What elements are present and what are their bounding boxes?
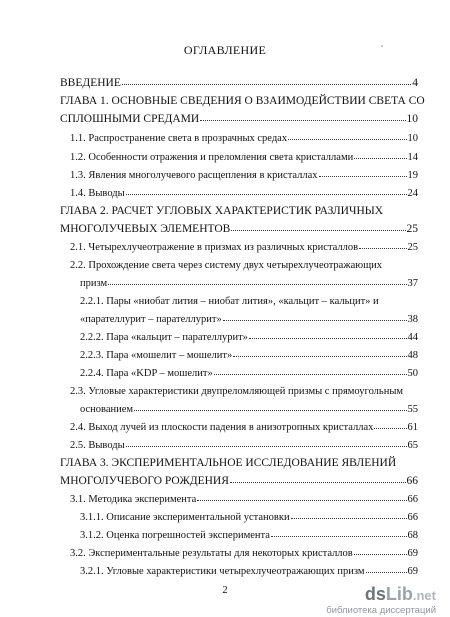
- leader-dots: [223, 312, 407, 321]
- watermark-brand-lib: Lib: [385, 584, 413, 604]
- toc-entry-page: 19: [407, 170, 418, 181]
- leader-dots: [271, 528, 407, 537]
- toc-entry-label: МНОГОЛУЧЕВОГО РОЖДЕНИЯ: [60, 475, 229, 487]
- leader-dots: [126, 186, 407, 195]
- toc-entry-page: 61: [407, 422, 418, 433]
- watermark-brand: [306, 585, 436, 605]
- toc-entry-3-2-1[interactable]: [80, 565, 418, 578]
- toc-entry-introduction[interactable]: [60, 77, 418, 90]
- toc-entry-label: 3.2.1. Угловые характеристики четырехлучеотражающих призм: [80, 566, 365, 577]
- toc-entry-page: 65: [407, 440, 418, 451]
- toc-entry-label: СПЛОШНЫМИ СРЕДАМИ: [60, 113, 200, 125]
- toc-entry-2-2-1[interactable]: [80, 313, 418, 326]
- watermark-brand-ds: ds: [364, 584, 386, 604]
- toc-entry-2-3[interactable]: [80, 403, 418, 416]
- toc-entry-page: 68: [407, 530, 418, 541]
- watermark-tagline: библиотека диссертаций: [326, 605, 436, 616]
- page-number: 2: [222, 585, 228, 596]
- toc-entry-page: 69: [407, 566, 418, 577]
- toc-entry-chapter-3[interactable]: [60, 475, 418, 488]
- toc-entry-3-1-2[interactable]: [80, 529, 418, 542]
- leader-dots: [319, 168, 407, 177]
- toc-entry-label: 2.2.4. Пара «KDP – мошелит»: [80, 368, 213, 379]
- leader-dots: [291, 510, 407, 519]
- toc-entry-label: 2.2.2. Пара «кальцит – парателлурит»: [80, 332, 248, 343]
- toc-entry-2-1[interactable]: [70, 241, 418, 254]
- leader-dots: [288, 131, 406, 140]
- toc-entry-chapter-1-line-1[interactable]: ГЛАВА 1. ОСНОВНЫЕ СВЕДЕНИЯ О ВЗАИМОДЕЙСТВИИ СВЕТА СО: [60, 95, 425, 107]
- toc-entry-3-1-1[interactable]: [80, 511, 418, 524]
- leader-dots: [231, 222, 405, 231]
- toc-entry-page: 10: [407, 133, 418, 144]
- leader-dots: [354, 546, 407, 555]
- toc-entry-page: 14: [407, 152, 418, 163]
- toc-entry-1-2[interactable]: [70, 151, 418, 164]
- leader-dots: [233, 348, 406, 357]
- toc-entry-page: 55: [407, 404, 418, 415]
- page-title: ОГЛАВЛЕНИЕ: [183, 43, 267, 57]
- toc-entry-2-2[interactable]: [80, 277, 418, 290]
- scan-speck: [381, 45, 383, 47]
- toc-entry-2-4[interactable]: [70, 421, 418, 434]
- toc-entry-page: 38: [407, 314, 418, 325]
- toc-entry-3-2[interactable]: [70, 547, 418, 560]
- toc-entry-label: 2.1. Четырехлучеотражение в призмах из различных кристаллов: [70, 242, 359, 253]
- toc-entry-2-2-4[interactable]: [80, 367, 418, 380]
- leader-dots: [214, 366, 407, 375]
- toc-entry-label: 1.1. Распространение света в прозрачных средах: [70, 133, 288, 144]
- leader-dots: [359, 240, 406, 249]
- toc-entry-chapter-2[interactable]: [60, 223, 418, 236]
- toc-entry-1-4[interactable]: [70, 187, 418, 200]
- toc-entry-2-2-2[interactable]: [80, 331, 418, 344]
- toc-entry-chapter-3-line-1[interactable]: ГЛАВА 3. ЭКСПЕРИМЕНТАЛЬНОЕ ИССЛЕДОВАНИЕ ЯВЛЕНИЙ: [60, 457, 397, 469]
- toc-entry-label: 1.4. Выводы: [70, 188, 125, 199]
- toc-entry-page: 50: [407, 368, 418, 379]
- toc-entry-3-1[interactable]: [70, 493, 418, 506]
- toc-entry-label: 1.3. Явления многолучевого расщепления в кристаллах: [70, 170, 318, 181]
- toc-entry-label: основанием: [80, 404, 134, 415]
- toc-entry-label: призм: [80, 278, 108, 289]
- toc-entry-1-1[interactable]: [70, 132, 418, 145]
- toc-entry-page: 24: [407, 188, 418, 199]
- toc-entry-chapter-2-line-1[interactable]: ГЛАВА 2. РАСЧЕТ УГЛОВЫХ ХАРАКТЕРИСТИК РАЗЛИЧНЫХ: [60, 205, 384, 217]
- toc-entry-label: 1.2. Особенности отражения и преломления света кристаллами: [70, 152, 354, 163]
- toc-entry-page: 25: [406, 223, 418, 235]
- leader-dots: [134, 402, 406, 411]
- toc-entry-page: 69: [407, 548, 418, 559]
- watermark-logo: [306, 585, 436, 616]
- leader-dots: [122, 76, 411, 85]
- leader-dots: [249, 330, 407, 339]
- leader-dots: [354, 150, 406, 159]
- leader-dots: [230, 474, 406, 483]
- toc-entry-label: 3.1. Методика эксперимента: [70, 494, 197, 505]
- toc-entry-page: 4: [412, 77, 418, 89]
- toc-entry-label: 2.2.3. Пара «мошелит – мошелит»: [80, 350, 233, 361]
- toc-entry-2-2-1-line-1[interactable]: 2.2.1. Пары «ниобат лития – ниобат лития», «кальцит – кальцит» и: [80, 296, 379, 307]
- toc-entry-1-3[interactable]: [70, 169, 418, 182]
- toc-entry-page: 48: [407, 350, 418, 361]
- leader-dots: [366, 564, 407, 573]
- toc-entry-page: 66: [407, 494, 418, 505]
- toc-entry-label: 3.2. Экспериментальные результаты для некоторых кристаллов: [70, 548, 353, 559]
- toc-entry-label: «парателлурит – парателлурит»: [80, 314, 222, 325]
- toc-entry-page: 66: [406, 475, 418, 487]
- leader-dots: [126, 438, 407, 447]
- toc-entry-2-2-3[interactable]: [80, 349, 418, 362]
- toc-entry-label: МНОГОЛУЧЕВЫХ ЭЛЕМЕНТОВ: [60, 223, 231, 235]
- toc-entry-page: 37: [407, 278, 418, 289]
- toc-entry-label: 2.5. Выводы: [70, 440, 125, 451]
- leader-dots: [374, 420, 406, 429]
- toc-entry-page: 44: [407, 332, 418, 343]
- leader-dots: [197, 492, 406, 501]
- toc-entry-page: 66: [407, 512, 418, 523]
- toc-entry-2-3-line-1[interactable]: 2.3. Угловые характеристики двупреломляющей призмы с прямоугольным: [70, 386, 404, 397]
- toc-entry-chapter-1[interactable]: [60, 113, 418, 126]
- toc-entry-2-2-line-1[interactable]: 2.2. Прохождение света через систему двух четырехлучеотражающих: [70, 260, 383, 271]
- toc-entry-label: ВВЕДЕНИЕ: [60, 77, 121, 89]
- toc-entry-page: 10: [406, 113, 418, 125]
- toc-entry-label: 3.1.2. Оценка погрешностей эксперимента: [80, 530, 270, 541]
- leader-dots: [108, 276, 406, 285]
- toc-entry-label: 2.4. Выход лучей из плоскости падения в анизотропных кристаллах: [70, 422, 374, 433]
- watermark-brand-net: .net: [412, 588, 436, 603]
- toc-entry-label: 3.1.1. Описание экспериментальной установки: [80, 512, 290, 523]
- leader-dots: [200, 112, 405, 121]
- toc-entry-2-5[interactable]: [70, 439, 418, 452]
- toc-entry-page: 25: [407, 242, 418, 253]
